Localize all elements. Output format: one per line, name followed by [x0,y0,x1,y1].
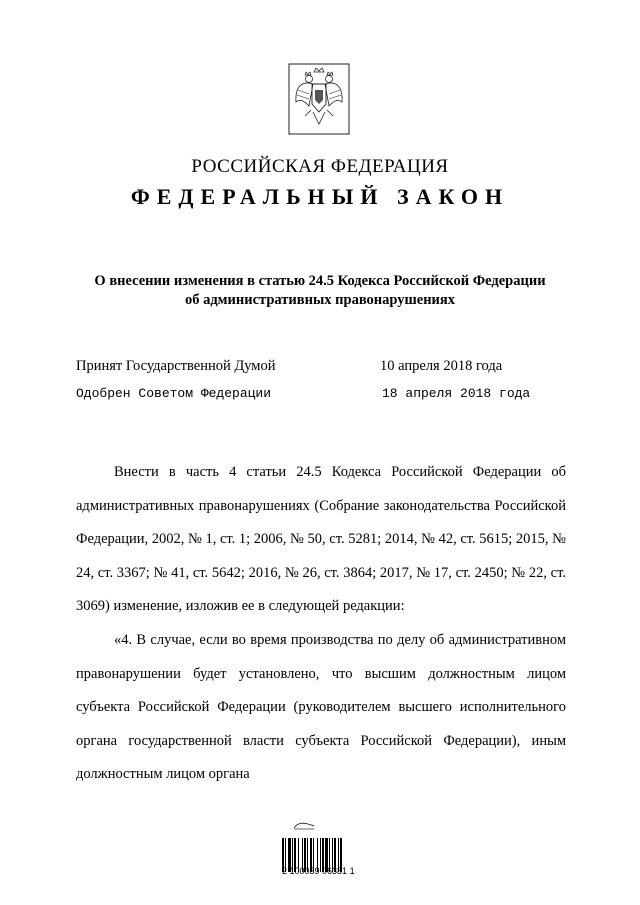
law-title-line-1: О внесении изменения в статью 24.5 Кодекса Российской Федерации [94,273,546,289]
country-heading: РОССИЙСКАЯ ФЕДЕРАЦИЯ [191,156,449,177]
coat-of-arms-icon [287,62,351,136]
law-title [60,272,580,310]
barcode-number: 2 100039 06381 1 [282,866,355,876]
duma-date: 10 апреля 2018 года [380,358,503,374]
council-label: Одобрен Советом Федерации [76,386,272,401]
law-type-heading: ФЕДЕРАЛЬНЫЙ ЗАКОН [130,184,510,209]
body-paragraph-1: Внести в часть 4 статьи 24.5 Кодекса Российской Федерации об административных правонарушениях (Собрание законодательства Российской Федерации, 2002, № 1, ст. 1; 2006, № 50, ст. 5281; 2014, № 42, ст. 5615; 2015, № 24, ст. 3367; № 41, ст. 5642; 2016, № 26, ст. 3864; 2017, № 17, ст. 2450; № 22, ст. 3069) изменение, изложив ее в следующей редакции: [76,464,566,615]
council-date: 18 апреля 2018 года [382,386,531,401]
barcode-mark-icon [292,820,316,830]
law-title-line-2: об административных правонарушениях [184,292,456,308]
law-body [76,456,566,792]
duma-label: Принят Государственной Думой [76,358,276,374]
body-paragraph-2: «4. В случае, если во время производства по делу об административном правонарушении будет установлено, что высшим должностным лицом субъекта Российской Федерации (руководителем высшего исполнительного органа государственной власти субъекта Российской Федерации), иным должностным лицом органа [76,631,566,783]
